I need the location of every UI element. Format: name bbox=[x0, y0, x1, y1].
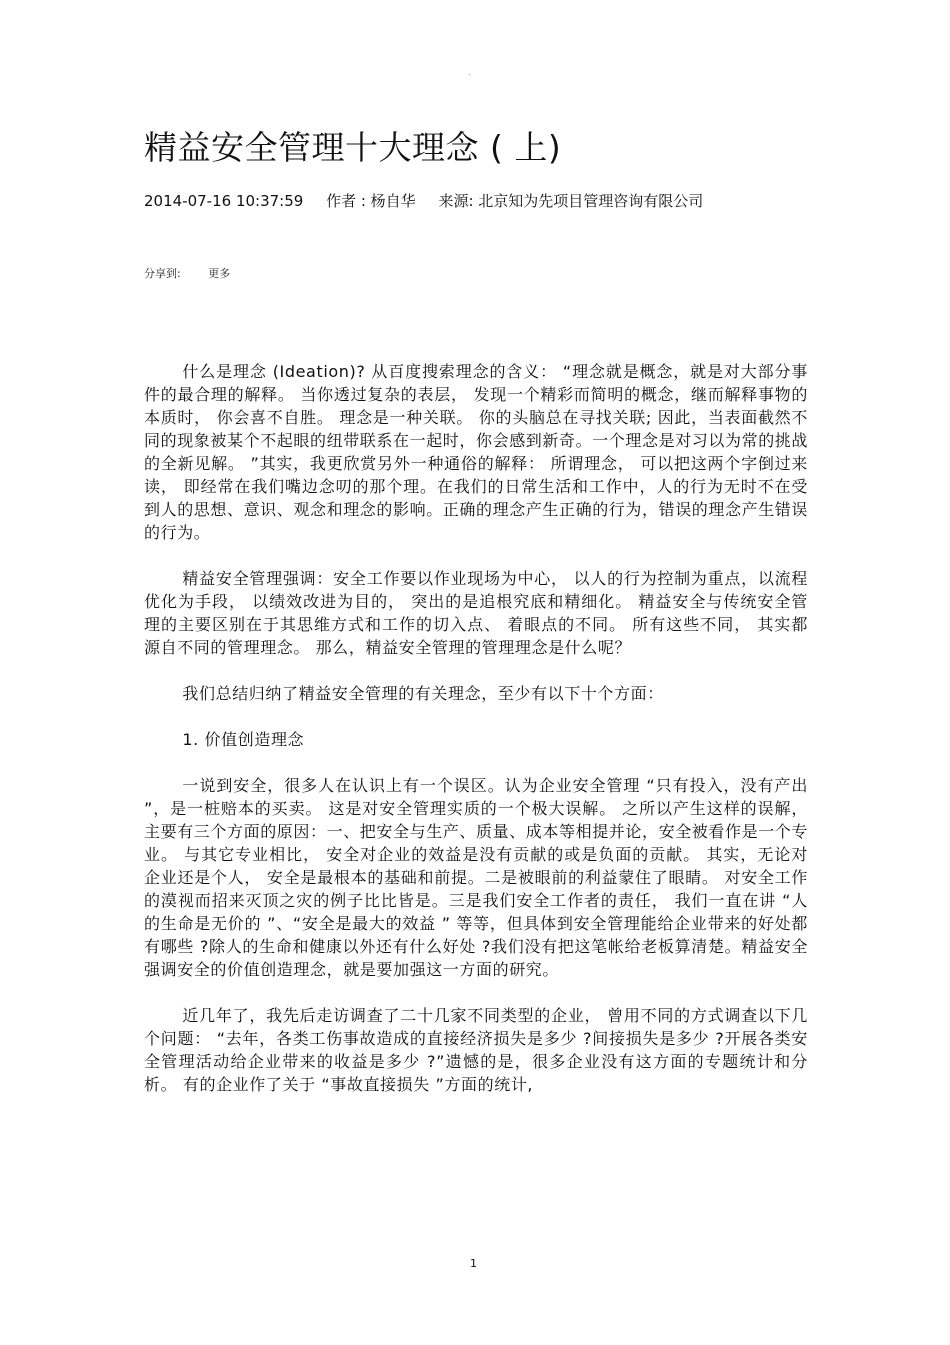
page-number: 1 bbox=[470, 1257, 477, 1270]
article-title: 精益安全管理十大理念 ( 上) bbox=[144, 128, 562, 167]
section-heading: 1. 价值创造理念 bbox=[182, 730, 305, 749]
share-more-link[interactable]: 更多 bbox=[208, 267, 231, 280]
body-paragraph-2: 精益安全管理强调：安全工作要以作业现场为中心， 以人的行为控制为重点，以流程优化为手段， 以绩效改进为目的， 突出的是追根究底和精细化。 精益安全与传统安全管理的主要区别在于其思维方式和工作的切入点、 着眼点的不同。 所有这些不同， 其实都源自不同的管理理念。 那么，精益安全管理的管理理念是什么呢？ bbox=[144, 569, 808, 657]
author-line: 作者 : 杨自华 bbox=[326, 192, 416, 210]
body-paragraph-1: 什么是理念 (Ideation)? 从百度搜索理念的含义： “理念就是概念，就是对大部分事件的最合理的解释。 当你透过复杂的表层， 发现一个精彩而简明的概念，继而解释事物的本质时， 你会喜不自胜。 理念是一种关联。 你的头脑总在寻找关联; 因此，当表面截然不同的现象被某个不起眼的纽带联系在一起时，你会感到新奇。一个理念是对习以为常的挑战的全新见解。 ”其实，我更欣赏另外一种通俗的解释： 所谓理念， 可以把这两个字倒过来读， 即经常在我们嘴边念叨的那个理。在我们的日常生活和工作中，人的行为无时不在受到人的思想、意识、观念和理念的影响。正确的理念产生正确的行为，错误的理念产生错误的行为。 bbox=[144, 362, 809, 542]
body-paragraph-3: 我们总结归纳了精益安全管理的有关理念，至少有以下十个方面： bbox=[182, 684, 664, 703]
section-paragraph-1: 一说到安全，很多人在认识上有一个误区。认为企业安全管理 “只有投入，没有产出 ”，是一桩赔本的买卖。 这是对安全管理实质的一个极大误解。 之所以产生这样的误解，主要有三个方面的原因：一、把安全与生产、质量、成本等相提并论，安全被看作是一个专业。 与其它专业相比， 安全对企业的效益是没有贡献的或是负面的贡献。 其实，无论对企业还是个人， 安全是最根本的基础和前提。二是被眼前的利益蒙住了眼睛。 对安全工作的漠视而招来灭顶之灾的例子比比皆是。三是我们安全工作者的责任， 我们一直在讲 “人的生命是无价的 ”、“安全是最大的效益 ” 等等，但具体到安全管理能给企业带来的好处都有哪些 ?除人的生命和健康以外还有什么好处 ?我们没有把这笔帐给老板算清楚。精益安全强调安全的价值创造理念，就是要加强这一方面的研究。 bbox=[144, 776, 809, 979]
article-meta bbox=[144, 190, 703, 211]
share-label: 分享到: bbox=[144, 267, 181, 280]
section-paragraph-2: 近几年了，我先后走访调查了二十几家不同类型的企业， 曾用不同的方式调查以下几个问题： “去年，各类工伤事故造成的直接经济损失是多少 ?间接损失是多少 ?开展各类安全管理活动给企业带来的收益是多少 ?”遗憾的是，很多企业没有这方面的专题统计和分析。 有的企业作了关于 “事故直接损失 ”方面的统计, bbox=[144, 1006, 808, 1094]
share-bar bbox=[144, 265, 230, 281]
article-body bbox=[144, 360, 808, 1119]
page-top-mark: - bbox=[468, 70, 471, 79]
source-line: 来源: 北京知为先项目管理咨询有限公司 bbox=[438, 192, 704, 210]
publish-datetime: 2014-07-16 10:37:59 bbox=[144, 192, 304, 210]
